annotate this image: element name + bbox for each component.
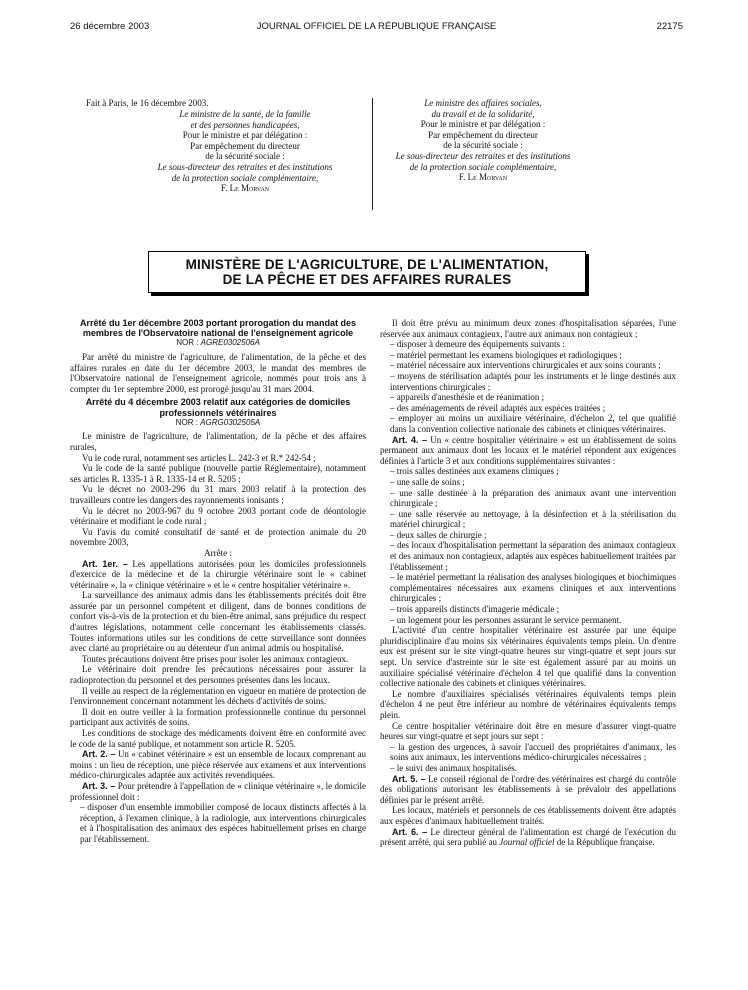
signature-line: de la sécurité sociale : — [443, 140, 523, 151]
place-date: Fait à Paris, le 16 décembre 2003. — [86, 98, 209, 108]
nor-reference — [70, 418, 366, 429]
signature-line: du travail et de la solidarité, — [431, 108, 535, 119]
article — [380, 774, 676, 806]
ministry-heading-line2: DE LA PÊCHE ET DES AFFAIRES RURALES — [222, 272, 512, 287]
list-item: – des aménagements de réveil adaptés aux espèces traitées ; — [390, 402, 606, 413]
paragraph: Vu le décret no 2003-296 du 31 mars 2003 relatif à la protection des travailleurs contre les dangers des rayonnements ionisants ; — [70, 484, 366, 505]
article-label: Art. 3. – — [82, 780, 116, 791]
list-item: – appareils d'anesthésie et de réanimation ; — [390, 392, 545, 403]
journal-title: JOURNAL OFFICIEL DE LA RÉPUBLIQUE FRANÇAISE — [256, 21, 497, 32]
signature-line: Le sous-directeur des retraites et des institutions — [395, 150, 571, 161]
list-item: – une salle réservée au nettoyage, à la désinfection et à la stérilisation du matériel chirurgical ; — [390, 508, 676, 530]
signature-line: Pour le ministre et par délégation : — [420, 119, 546, 130]
list-item: – le suivi des animaux hospitalisés. — [390, 762, 517, 773]
journal-reference: Journal officiel — [499, 837, 555, 848]
paragraph: Vu l'avis du comité consultatif de santé et de protection animale du 20 novembre 2003, — [70, 526, 366, 548]
list-item: – trois salles destinées aux examens cliniques ; — [390, 466, 559, 477]
paragraph: Le ministre de l'agriculture, de l'alimentation, de la pêche et des affaires rurales, — [70, 431, 366, 452]
article-text: de la République française. — [556, 837, 655, 848]
decree-title: Arrêté du 4 décembre 2003 relatif aux catégories de domiciles professionnels vétérinaires — [85, 397, 351, 418]
list-item: – matériel permettant les examens biologiques et radiologiques ; — [390, 349, 622, 360]
nor-code: AGRE0302506A — [200, 338, 260, 348]
paragraph: Ce centre hospitalier vétérinaire doit être en mesure d'assurer vingt-quatre heures sur vingt-quatre et sept jours sur sept : — [380, 720, 676, 742]
article-text: Le conseil régional de l'ordre des vétérinaires est chargé du contrôle des obligations autorisant les établissements à se prévaloir des appellations définies par le présent arrêté. — [380, 773, 677, 805]
signature-line: Pour le ministre et par délégation : — [182, 130, 308, 141]
paragraph: Le vétérinaire doit prendre les précautions nécessaires pour assurer la radioprotection du personnel et des personnes présentes dans les locaux. — [70, 664, 366, 686]
signature-block-right — [378, 98, 588, 183]
signature-line: Le sous-directeur des retraites et des institutions — [157, 161, 333, 172]
nor-reference — [70, 338, 366, 349]
article-text: Les appellations autorisées pour les domiciles professionnels d'exercice de la médecine et de la chirurgie vétérinaire sont le « cabinet vétérinaire », la « clinique vétérinaire » et le « centre hospitalier vétérinaire ». — [70, 558, 367, 590]
signature-line: Le ministre de la santé, de la famille — [179, 109, 311, 119]
article-text: Un « centre hospitalier vétérinaire » est un établissement de soins permanent aux animaux dont les locaux et le matériel répondent aux exigences définies à l'article 3 et aux conditions supplémentaires suivantes : — [380, 434, 676, 466]
article — [70, 749, 366, 781]
list-item: – moyens de stérilisation adaptés pour les instruments et le linge destinés aux interventions chirurgicales ; — [390, 370, 676, 392]
list-item: – le matériel permettant la réalisation des analyses biologiques et biochimiques complémentaires nécessaires aux examens cliniques et aux interventions chirurgicales ; — [390, 572, 676, 604]
nor-code: AGRG0302505A — [200, 417, 261, 427]
article-label: Art. 5. – — [392, 773, 426, 784]
paragraph: Il doit en outre veiller à la formation professionnelle continue du personnel participant aux activités de soins. — [70, 706, 366, 728]
article-text: Un « cabinet vétérinaire » est un ensemble de locaux comprenant au moins : un lieu de réception, une pièce réservée aux examens et aux interventions médico-chirurgicales adaptée aux activités revendiquées. — [70, 749, 367, 781]
paragraph: L'activité d'un centre hospitalier vétérinaire est assurée par une équipe pluridisciplinaire d'au moins six vétérinaires équivalents temps plein. Un d'entre eux est présent sur le site vingt-quatre heures sur vingt-quatre et sept jours sur sept. Un service d'astreinte sur le site est également assuré par au moins un auxiliaire spécialisé vétérinaire d'échelon 4 tel que qualifié dans la convention collective nationale des cabinets et cliniques vétérinaires. — [380, 625, 676, 689]
signatory-name: F. Le Morvan — [220, 183, 270, 194]
paragraph: Vu le code rural, notamment ses articles L. 242-3 et R.* 242-54 ; — [82, 452, 316, 463]
signatory-name: F. Le Morvan — [458, 172, 508, 183]
signature-line: Par empêchement du directeur — [190, 140, 300, 151]
signature-line: de la protection sociale complémentaire, — [171, 172, 319, 183]
paragraph: Toutes précautions doivent être prises pour isoler les animaux contagieux. — [82, 653, 349, 664]
list-item: – matériel nécessaire aux interventions chirurgicales et aux soins courants ; — [390, 360, 661, 371]
paragraph: Le nombre d'auxiliaires spécialisés vétérinaires équivalents temps plein d'échelon 4 ne peut être inférieur au nombre de vétérinaires équivalents temps plein. — [380, 688, 676, 720]
article-text: Le directeur général de l'alimentation est chargé de l'exécution du présent arrêté, qui sera publié au — [380, 826, 677, 848]
article — [70, 559, 366, 591]
signature-block-left — [140, 109, 350, 194]
page-number: 22175 — [656, 21, 683, 32]
decree-title: Arrêté du 1er décembre 2003 portant prorogation du mandat des membres de l'Observatoire national de l'enseignement agricole — [79, 318, 357, 339]
paragraph: Vu le code de la santé publique (nouvelle partie Réglementaire), notamment ses articles R. 1335-1 à R. 1335-14 et R. 5205 ; — [70, 463, 366, 484]
article — [380, 827, 676, 848]
list-item: – un logement pour les personnes assurant le service permanent. — [390, 614, 622, 625]
signature-line: Le ministre des affaires sociales, — [424, 98, 542, 108]
list-item: – employer au moins un auxiliaire vétérinaire, d'échelon 2, tel que qualifié dans la convention collective nationale des cabinets et cliniques vétérinaires. — [390, 413, 676, 434]
list-item: – une salle destinée à la préparation des animaux avant une intervention chirurgicale ; — [390, 487, 676, 509]
paragraph: Les locaux, matériels et personnels de ces établissements doivent être adaptés aux espèces d'animaux habituellement traités. — [380, 805, 676, 826]
list-item: – trois appareils distincts d'imagerie médicale ; — [390, 604, 560, 615]
paragraph: Par arrêté du ministre de l'agriculture, de l'alimentation, de la pêche et des affaires rurales en date du 1er décembre 2003, le mandat des membres de l'Observatoire national de l'enseignement agricole, nommés pour trois ans à compter du 1er septembre 2000, est prorogé jusqu'au 31 mars 2004. — [70, 352, 366, 394]
article-label: Art. 2. – — [82, 749, 116, 760]
article-label: Art. 4. – — [392, 434, 427, 445]
list-item: – deux salles de chirurgie ; — [390, 529, 487, 540]
article-text: Pour prétendre à l'appellation de « clinique vétérinaire », le domicile professionnel doit : — [70, 780, 367, 802]
ministry-heading-box — [148, 251, 586, 293]
signature-line: et des personnes handicapées, — [190, 119, 300, 130]
paragraph: Il veille au respect de la réglementation en vigueur en matière de protection de l'environnement concernant notamment les déchets d'activités de soins. — [70, 685, 366, 707]
page-header — [70, 21, 683, 35]
article — [70, 781, 366, 802]
paragraph: Vu le décret no 2003-967 du 9 octobre 2003 portant code de déontologie vétérinaire et modifiant le code rural ; — [70, 505, 366, 527]
left-column — [70, 318, 366, 845]
article-label: Art. 6. – — [392, 826, 428, 837]
list-item: – une salle de soins ; — [390, 476, 465, 487]
paragraph: Les conditions de stockage des médicaments doivent être en conformité avec le code de la santé publique, et notamment son article R. 5205. — [70, 728, 366, 749]
signature-line: Par empêchement du directeur — [428, 129, 538, 140]
signature-line: de la sécurité sociale : — [205, 151, 285, 162]
right-column — [380, 318, 676, 848]
nor-label: NOR : — [175, 417, 198, 427]
signature-line: de la protection sociale complémentaire, — [409, 161, 557, 172]
list-item: – disposer à demeure des équipements suivants : — [390, 339, 565, 350]
list-item: – des locaux d'hospitalisation permettant la séparation des animaux contagieux et des animaux non contagieux, adaptés aux espèces habituellement traitées par l'établissement ; — [390, 540, 676, 572]
ministry-heading-line1: MINISTÈRE DE L'AGRICULTURE, DE L'ALIMENTATION, — [185, 257, 549, 272]
list-item: – disposer d'un ensemble immobilier composé de locaux distincts affectés à la réception, à l'examen clinique, à la radiologie, aux interventions chirurgicales et à l'hospitalisation des animaux des espèces habituellement prises en charge par l'établissement. — [80, 802, 366, 844]
issue-date: 26 décembre 2003 — [70, 21, 150, 32]
list-item: – la gestion des urgences, à savoir l'accueil des propriétaires d'animaux, les soins aux animaux, les interventions médico-chirurgicales nécessaires ; — [390, 741, 676, 763]
paragraph: La surveillance des animaux admis dans les établissements précités doit être assurée par un personnel compétent et diligent, dans de bonnes conditions de confort vis-à-vis de la protection et du bien-être animal, sans préjudice du respect d'autres législations, notamment celle concernant les établissements classés. Toutes informations utiles sur les conditions de cette surveillance sont données avec clarté au propriétaire ou au détenteur d'un animal admis ou hospitalisé. — [70, 590, 366, 654]
nor-label: NOR : — [176, 338, 199, 348]
article — [380, 435, 676, 467]
article-label: Art. 1er. – — [82, 558, 128, 569]
arrete-heading: Arrête : — [204, 547, 232, 558]
column-divider — [372, 98, 373, 210]
paragraph: Il doit être prévu au minimum deux zones d'hospitalisation séparées, l'une réservée aux animaux contagieux, l'autre aux animaux non contagieux ; — [380, 318, 676, 339]
